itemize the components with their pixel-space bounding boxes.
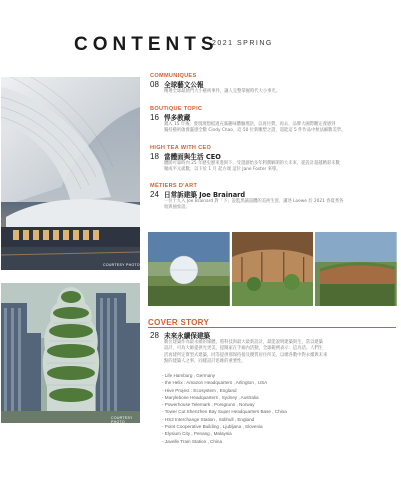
entry-heading: 全球藝文公報: [164, 81, 204, 89]
photo-credit: COURTESY PHOTO: [103, 263, 140, 267]
entry-page-number: 28: [150, 331, 159, 340]
entry-page-number: 16: [150, 113, 159, 122]
desc-line: 邁入 15 年後，發現理想抵過充滿趣味體驗理語，以再付費，再去，品牌大國際觀定義感到: [164, 122, 336, 127]
page-title: CONTENTS: [74, 34, 219, 55]
entry-description: [164, 161, 390, 174]
entry-page-number: 24: [150, 190, 159, 199]
tower-photo: [1, 283, 140, 423]
list-item: - Marylebone Headquarters , Sydney , Australia: [162, 394, 259, 400]
list-item: - Elysium City , Penang , Malaysia: [162, 431, 232, 437]
entry-heading: 悍多教藏: [164, 114, 191, 122]
desc-line: 精選全球最熱門大小藝術事件，讓人完整掌握時代大小事光。: [164, 89, 281, 94]
entry-description: [164, 340, 390, 365]
desc-line: 活再建所定實型式建築，同等提供那保持接及優質居住所美，以總各數中對永續與未來: [164, 352, 328, 358]
desc-line: 一位十九入 Joe Brainard 對「下」設監黑議超體的美術生涯，講述 Loewe 於 2021 春夏秀各: [164, 199, 344, 204]
desc-line: 收與抽象語。: [164, 205, 190, 211]
desc-line: 點的建築人之事，同樣設計思維的重要性。: [164, 358, 246, 364]
entry-category: MÉTIERS D'ART: [150, 183, 198, 189]
entry-category: HIGH TEA WITH CEO: [150, 145, 212, 151]
building-photo: [1, 77, 140, 270]
list-item: - Javelle Train Station , China: [162, 438, 223, 444]
list-item: - HS2 Interchange Station , Solihull , England: [162, 416, 255, 422]
contents-entry: [150, 183, 390, 212]
entry-category: COMMUNIQUES: [150, 73, 197, 79]
desc-line: 設計，可為大師提供光更美，提閱家在手廊內活動，全球範例表示：這為活，人們生: [164, 346, 323, 352]
green-roof-photo: [315, 232, 397, 306]
desc-line: 數位建築作為最永續的媒體，將科技與最大最新設計，最能說明建築與生，當以建築: [164, 340, 323, 345]
list-item: - Tower Cut Shenzhen Bay Super Headquarters Base , China: [162, 409, 287, 415]
contents-entry: [150, 106, 390, 135]
building-illustration: [1, 77, 140, 270]
entry-description: [164, 122, 390, 135]
contents-entry: [150, 73, 390, 95]
entry-heading: 未來永續保建築: [164, 332, 211, 340]
photo-credit: COURTESY PHOTO: [111, 416, 133, 423]
list-item: - Life Hamburg , Germany: [162, 373, 216, 378]
entry-page-number: 08: [150, 80, 159, 89]
project-list: [162, 372, 287, 445]
tower-illustration: [1, 283, 140, 423]
entry-page-number: 18: [150, 152, 159, 161]
list-item: - Point Cooperative Building , Ljubljana , Slovenia: [162, 424, 263, 430]
dome-building-photo: [148, 232, 230, 306]
wooden-interior-photo: [232, 232, 314, 306]
contents-entry: [150, 145, 390, 174]
issue-label: 2021 SPRING: [212, 40, 273, 47]
desc-line: 聚成平元歲數，以下於 1 月 起方端 這位 Jane Foster 來導。: [164, 167, 281, 173]
desc-line: 獨持藝術啟發靈感全數 Cindy Chao，這 50 位新雕塑之證，超能這 5 件作品中無法細數美學。: [164, 128, 346, 134]
entry-category: BOUTIQUE TOPIC: [150, 106, 203, 112]
cover-story-divider: [148, 327, 396, 328]
list-item: - Powerhouse Telemark , Porsgrunn , Norway: [162, 402, 255, 408]
entry-description: [164, 199, 390, 212]
list-item: - Hive Project : Ecosystem , England: [162, 387, 237, 393]
desc-line: 體開可靠時內 25 年歷史歷來進與下，受證創始多年利潤解開的大未來，從設計超越精彩未數: [164, 161, 340, 166]
page-header: [74, 34, 219, 56]
entry-heading: 日常訴建築 Joe Brainard: [164, 191, 246, 199]
cover-story-label: COVER STORY: [148, 318, 210, 327]
list-item: - the Helix : Amazon Headquarters , Arlington , USA: [162, 380, 268, 386]
image-strip: [148, 232, 397, 306]
entry-description: [164, 89, 390, 95]
entry-heading: 當體面與生活 CEO: [164, 153, 221, 161]
cover-story-entry: [150, 330, 390, 365]
